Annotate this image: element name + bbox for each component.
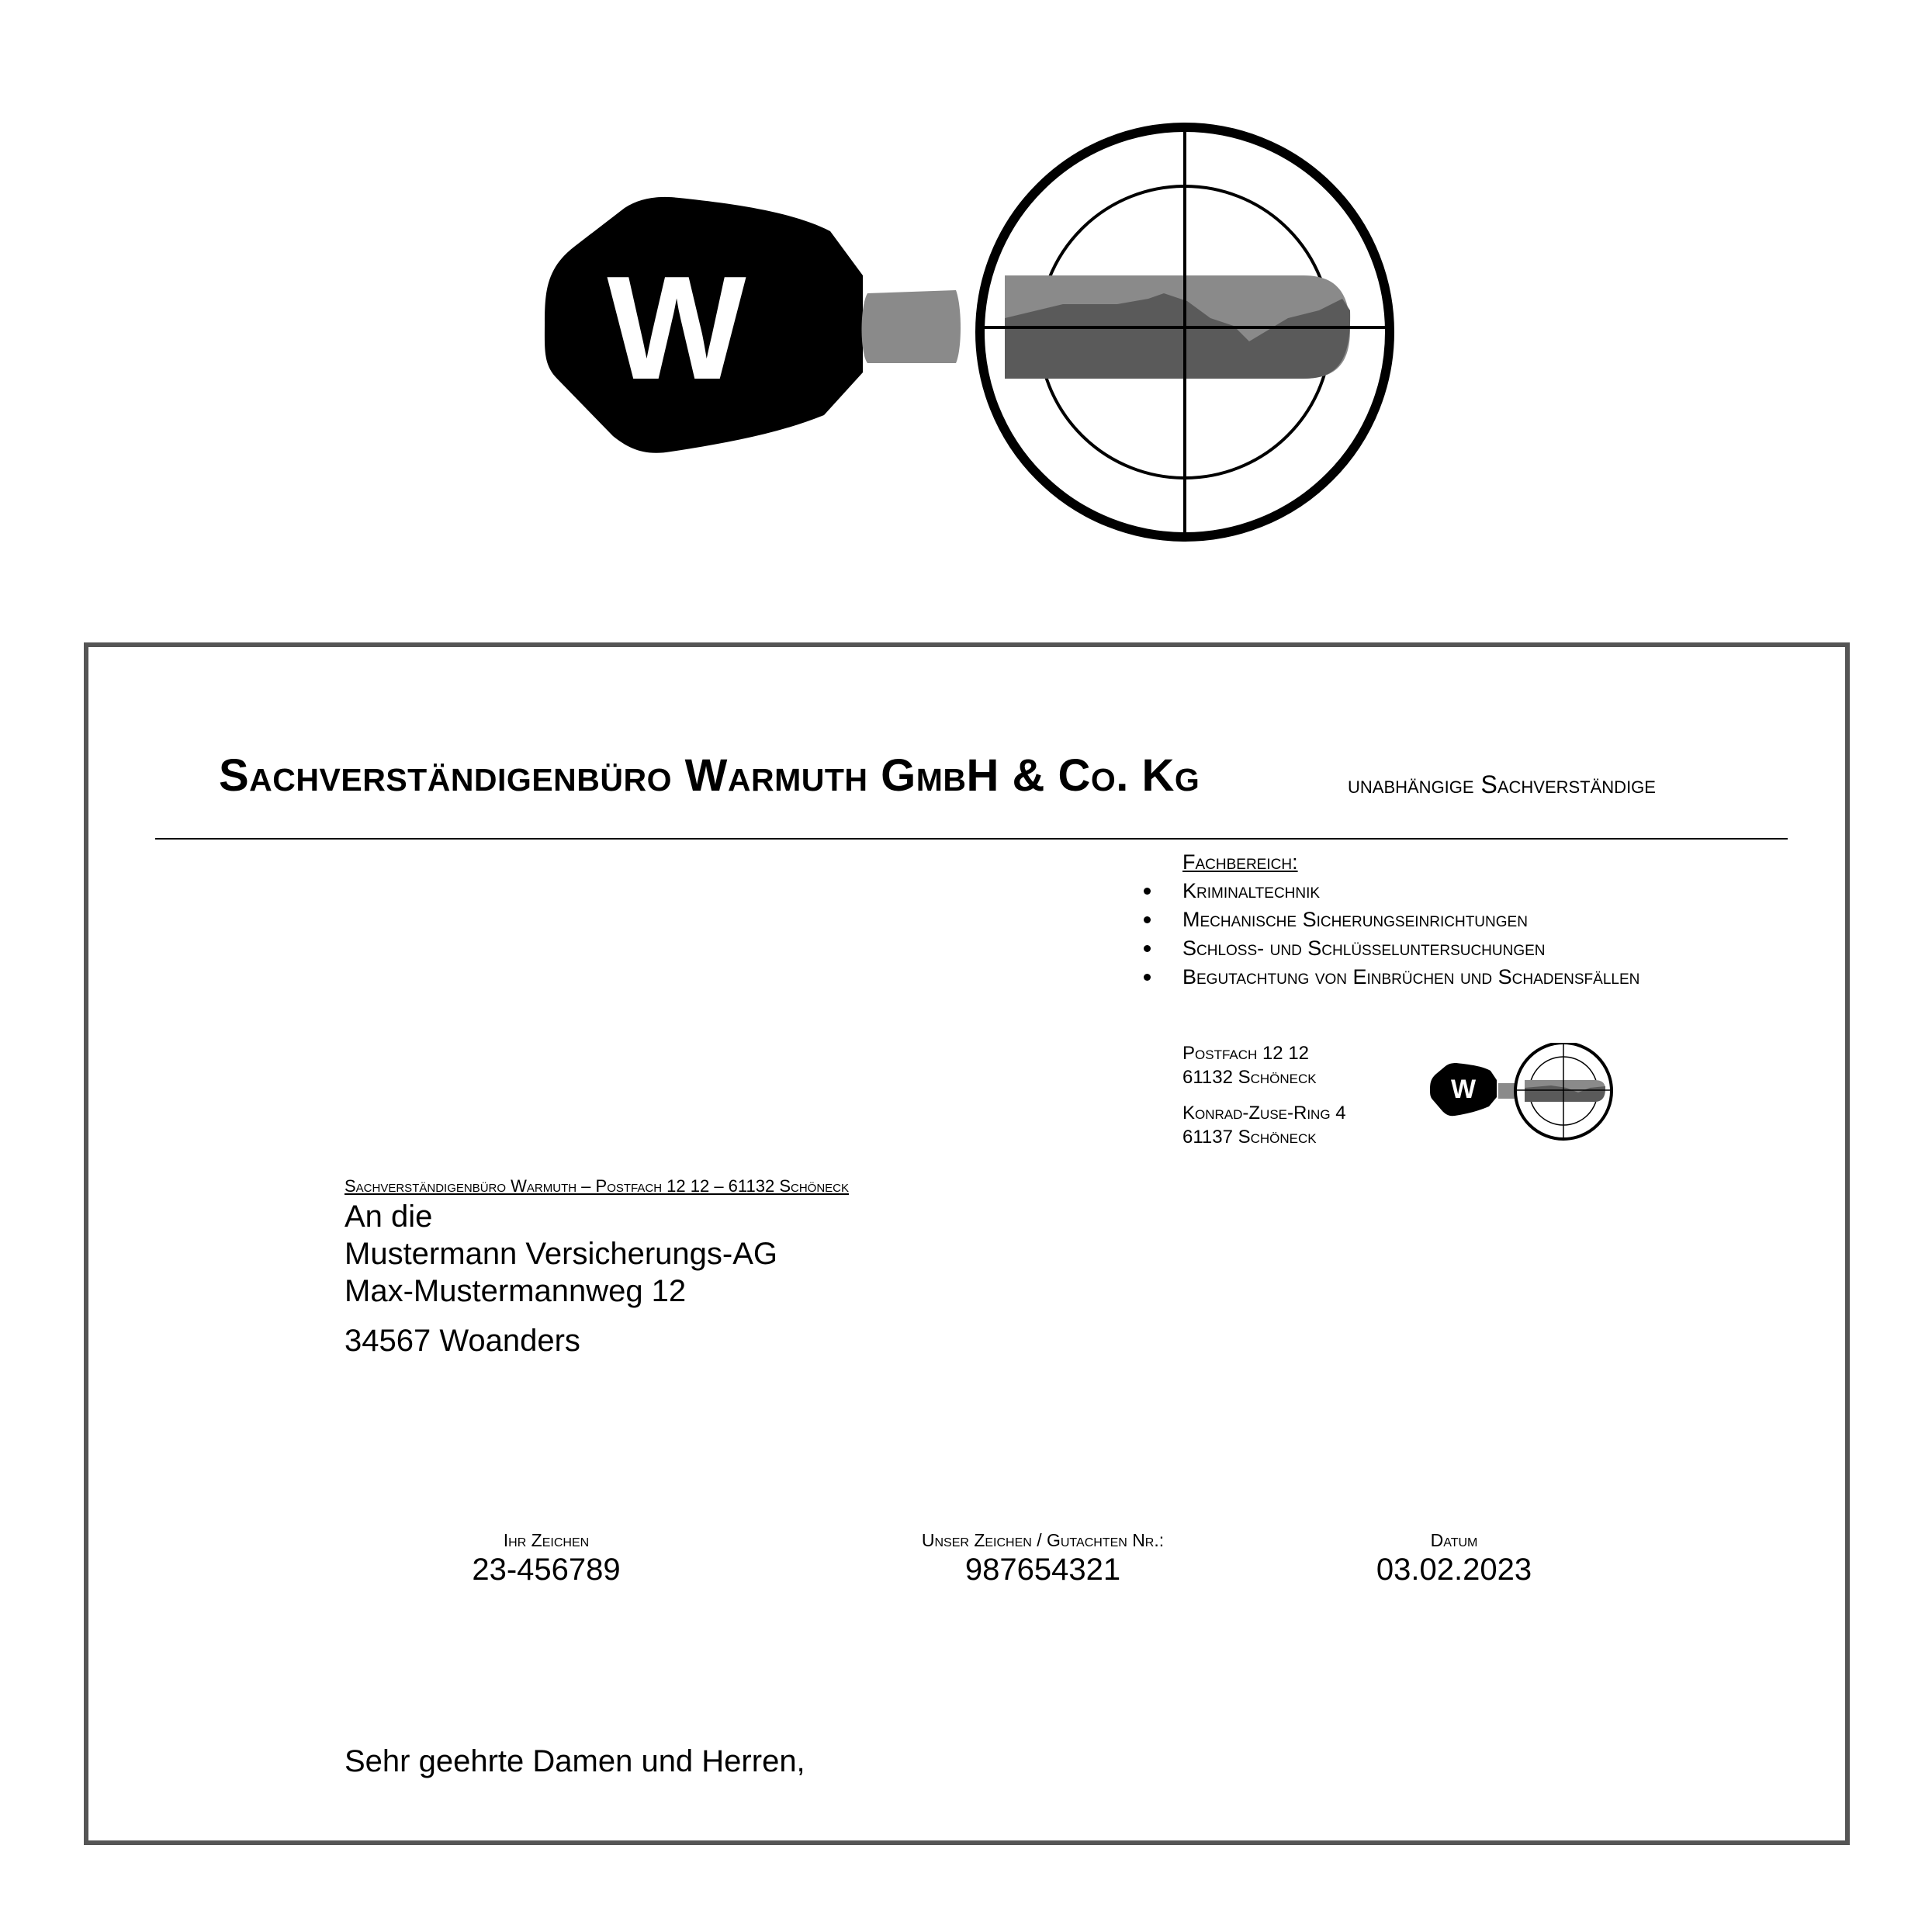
datum-label: Datum	[1430, 1530, 1478, 1550]
ihr-zeichen-value: 23-456789	[472, 1553, 621, 1587]
datum-value: 03.02.2023	[1376, 1553, 1532, 1587]
unser-zeichen-label: Unser Zeichen / Gutachten Nr.:	[921, 1530, 1165, 1550]
monogram-w: W	[607, 246, 746, 410]
datum	[1338, 1530, 1570, 1587]
fachbereich-item: Kriminaltechnik	[1182, 877, 1648, 905]
street-address	[1182, 1101, 1346, 1149]
fachbereich-item: Mechanische Sicherungseinrichtungen	[1182, 905, 1648, 934]
recipient-city: 34567 Woanders	[345, 1324, 580, 1358]
key-bow-icon	[545, 197, 863, 453]
key-shaft-icon	[862, 290, 961, 363]
ihr-zeichen-label: Ihr Zeichen	[503, 1530, 590, 1550]
salutation: Sehr geehrte Damen und Herren,	[345, 1744, 805, 1778]
fachbereich-title: Fachbereich:	[1182, 850, 1298, 874]
fachbereich-item: Schloss- und Schlüsseluntersuchungen	[1182, 934, 1648, 963]
company-logo-small	[1427, 1043, 1660, 1155]
ihr-zeichen	[430, 1530, 663, 1587]
key-bow-icon	[1430, 1063, 1497, 1116]
company-tagline: unabhängige Sachverständige	[1348, 770, 1656, 798]
fachbereich-item: Begutachtung von Einbrüchen und Schadensfällen	[1182, 963, 1648, 992]
crosshair-icon	[980, 124, 1390, 542]
postfach-address	[1182, 1041, 1317, 1089]
recipient-address	[345, 1198, 777, 1359]
postfach-city: 61132 Schöneck	[1182, 1067, 1317, 1088]
company-logo-large	[0, 0, 1932, 590]
unser-zeichen	[810, 1530, 1276, 1587]
street-city: 61137 Schöneck	[1182, 1127, 1317, 1148]
header-divider	[155, 838, 1788, 840]
sender-return-address: Sachverständigenbüro Warmuth – Postfach 12 12 – 61132 Schöneck	[345, 1176, 850, 1196]
recipient-street: Max-Mustermannweg 12	[345, 1274, 687, 1308]
crosshair-icon	[1515, 1043, 1612, 1139]
postfach-line: Postfach 12 12	[1182, 1043, 1310, 1064]
letterhead	[84, 642, 1850, 1845]
company-name: Sachverständigenbüro Warmuth GmbH & Co. Kg	[219, 750, 1200, 801]
street-line: Konrad-Zuse-Ring 4	[1182, 1103, 1346, 1124]
unser-zeichen-value: 987654321	[964, 1553, 1121, 1587]
fachbereich-list	[1182, 877, 1648, 992]
recipient-line: An die	[345, 1200, 433, 1234]
recipient-company: Mustermann Versicherungs-AG	[345, 1237, 778, 1271]
monogram-w: W	[1450, 1075, 1477, 1104]
